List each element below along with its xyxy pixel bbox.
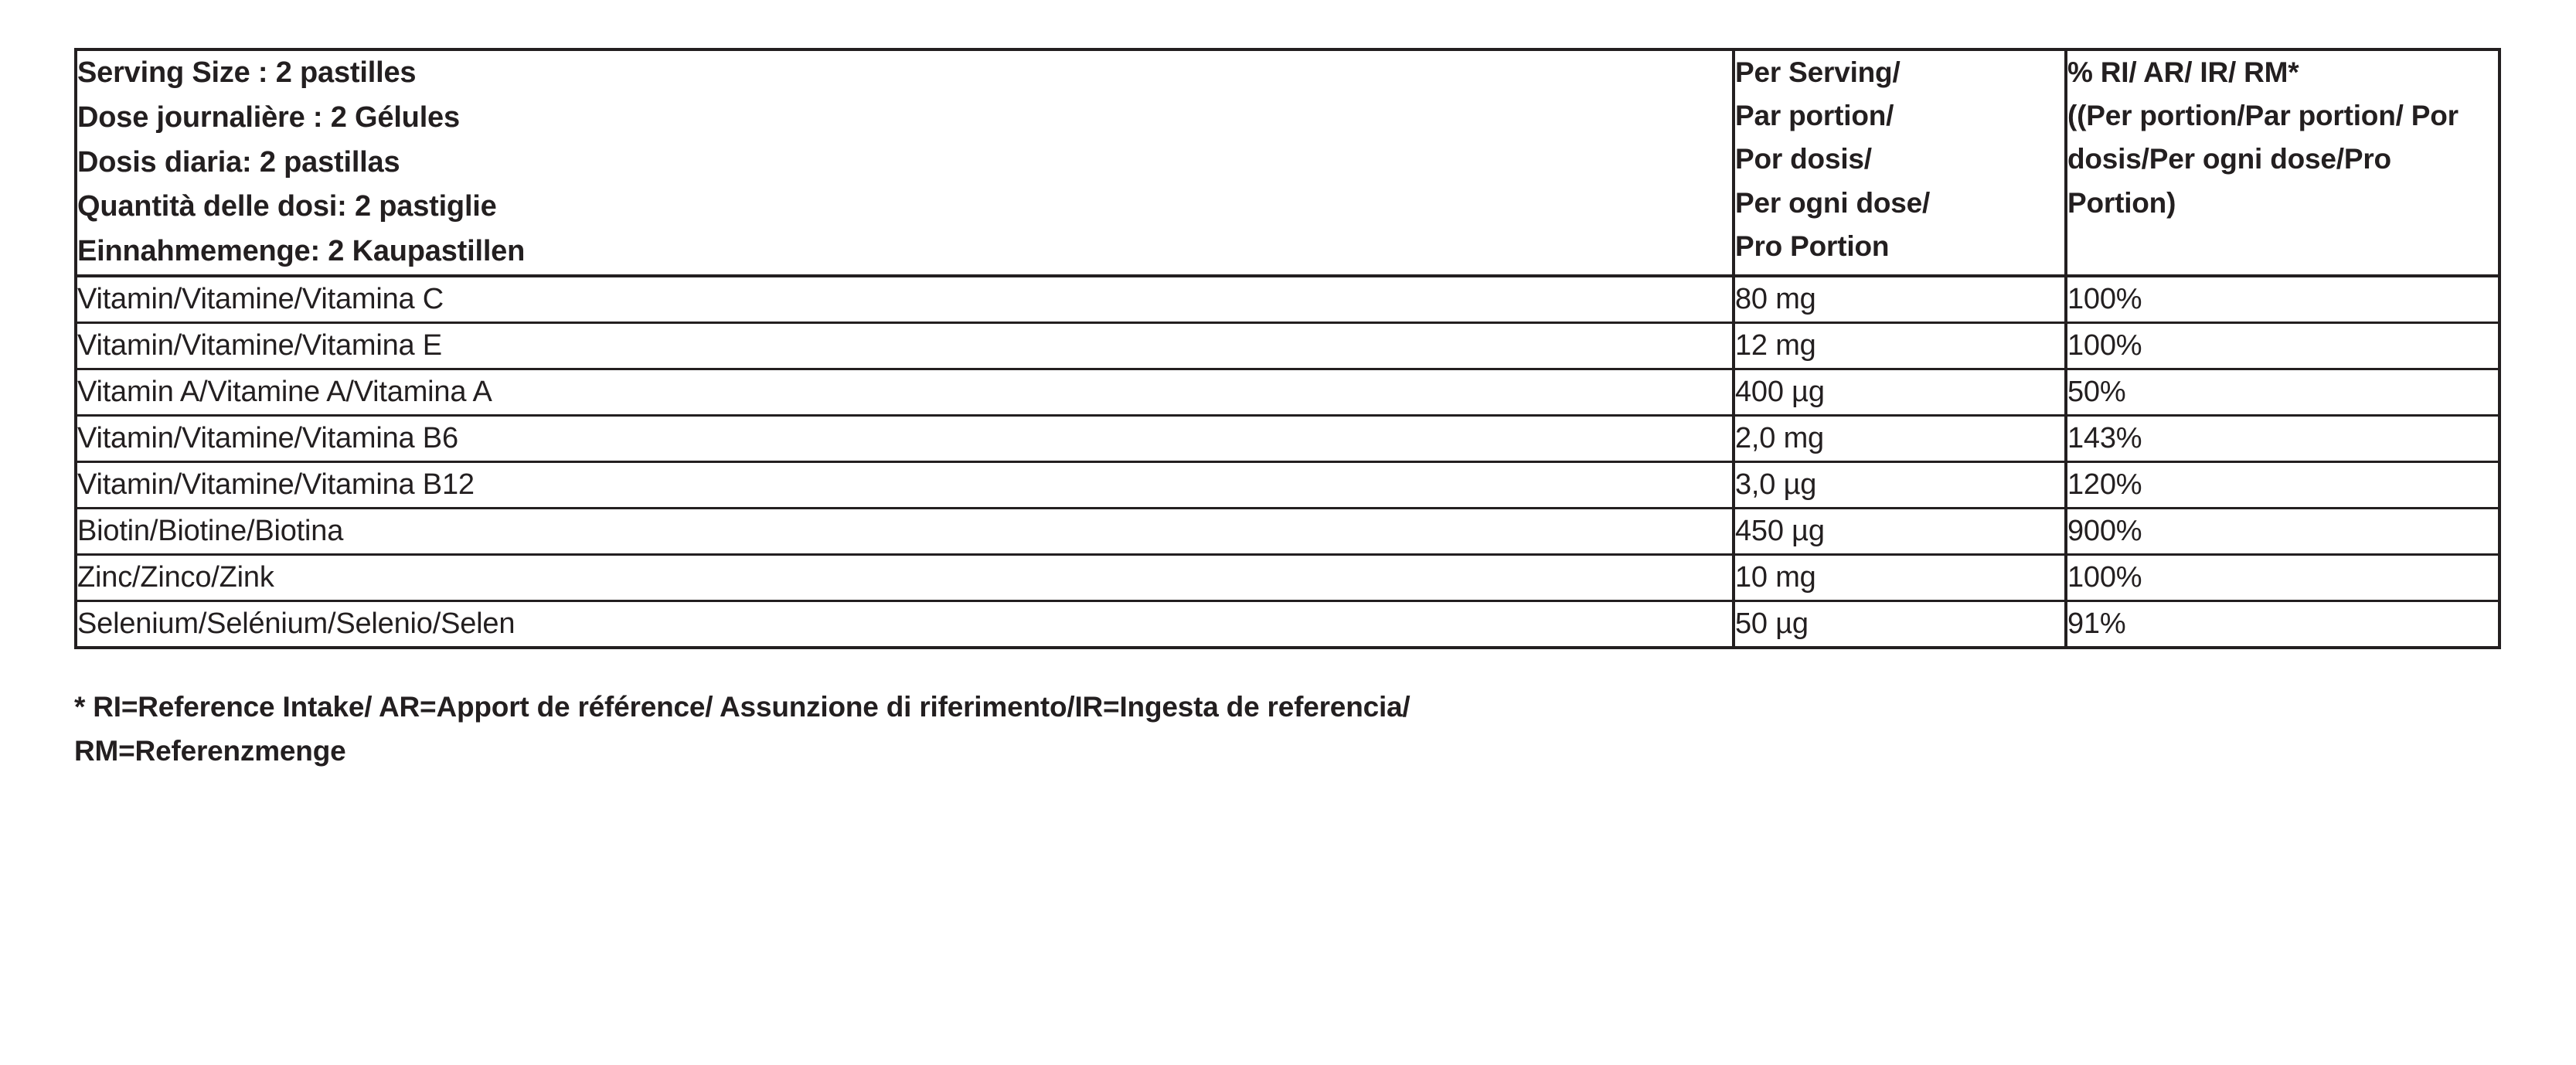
percent-ri-line-abbr: % RI/ AR/ IR/ RM* xyxy=(2067,56,2299,88)
table-row xyxy=(76,508,2499,554)
nutrient-amount: 450 µg xyxy=(1734,508,2066,554)
table-row xyxy=(76,369,2499,415)
nutrient-amount: 12 mg xyxy=(1734,322,2066,369)
nutrient-name: Zinc/Zinco/Zink xyxy=(76,554,1734,601)
nutrient-name: Vitamin/Vitamine/Vitamina B12 xyxy=(76,461,1734,508)
footnote-text: * RI=Reference Intake/ AR=Apport de référence/ Assunzione di riferimento/IR=Ingesta de referencia/ RM=Referenzmenge xyxy=(74,690,1411,767)
nutrient-amount: 50 µg xyxy=(1734,601,2066,648)
serving-size-line-fr: Dose journalière : 2 Gélules xyxy=(77,100,460,134)
nutrient-amount: 10 mg xyxy=(1734,554,2066,601)
nutrient-name: Biotin/Biotine/Biotina xyxy=(76,508,1734,554)
nutrient-percent: 50% xyxy=(2066,369,2499,415)
per-serving-line-it: Per ogni dose/ xyxy=(1735,186,1931,219)
nutrient-name: Vitamin/Vitamine/Vitamina C xyxy=(76,276,1734,323)
table-row xyxy=(76,461,2499,508)
nutrient-percent: 91% xyxy=(2067,607,2126,640)
per-serving-header-cell xyxy=(1734,49,2066,276)
nutrient-percent: 100% xyxy=(2066,554,2499,601)
table-row xyxy=(76,276,2499,323)
serving-size-line-es: Dosis diaria: 2 pastillas xyxy=(77,145,400,179)
nutrient-percent: 100% xyxy=(2066,276,2499,323)
nutrient-amount: 3,0 µg xyxy=(1734,461,2066,508)
serving-size-line-it: Quantità delle dosi: 2 pastiglie xyxy=(77,190,497,223)
nutrient-percent: 143% xyxy=(2066,415,2499,461)
nutrient-percent: 900% xyxy=(2066,508,2499,554)
nutrient-percent: 120% xyxy=(2066,461,2499,508)
table-row xyxy=(76,601,2499,648)
table-body xyxy=(76,49,2499,648)
serving-size-line-de: Einnahmemenge: 2 Kaupastillen xyxy=(77,235,526,267)
nutrient-amount: 2,0 mg xyxy=(1734,415,2066,461)
serving-size-cell xyxy=(76,49,1734,276)
nutrient-amount: 400 µg xyxy=(1734,369,2066,415)
nutrient-name: Selenium/Selénium/Selenio/Selen xyxy=(76,601,1734,648)
percent-ri-line-detail: ((Per portion/Par portion/ Por dosis/Per ogni dose/Pro Portion) xyxy=(2067,100,2459,219)
per-serving-line-fr: Par portion/ xyxy=(1735,100,1894,132)
serving-size-line-en: Serving Size : 2 pastilles xyxy=(77,56,417,89)
nutrition-facts-table xyxy=(74,48,2501,649)
nutrient-percent: 100% xyxy=(2066,322,2499,369)
nutrient-name: Vitamin/Vitamine/Vitamina B6 xyxy=(76,415,1734,461)
nutrient-name: Vitamin/Vitamine/Vitamina E xyxy=(76,322,1734,369)
table-row xyxy=(76,322,2499,369)
table-row xyxy=(76,415,2499,461)
per-serving-line-es: Por dosis/ xyxy=(1735,143,1872,175)
nutrient-name: Vitamin A/Vitamine A/Vitamina A xyxy=(76,369,1734,415)
table-row xyxy=(76,554,2499,601)
per-serving-line-de: Pro Portion xyxy=(1735,230,1890,262)
nutrient-amount: 80 mg xyxy=(1734,276,2066,323)
table-header-row xyxy=(76,49,2499,276)
per-serving-line-en: Per Serving/ xyxy=(1735,56,1901,88)
percent-ri-header-cell xyxy=(2066,49,2499,276)
